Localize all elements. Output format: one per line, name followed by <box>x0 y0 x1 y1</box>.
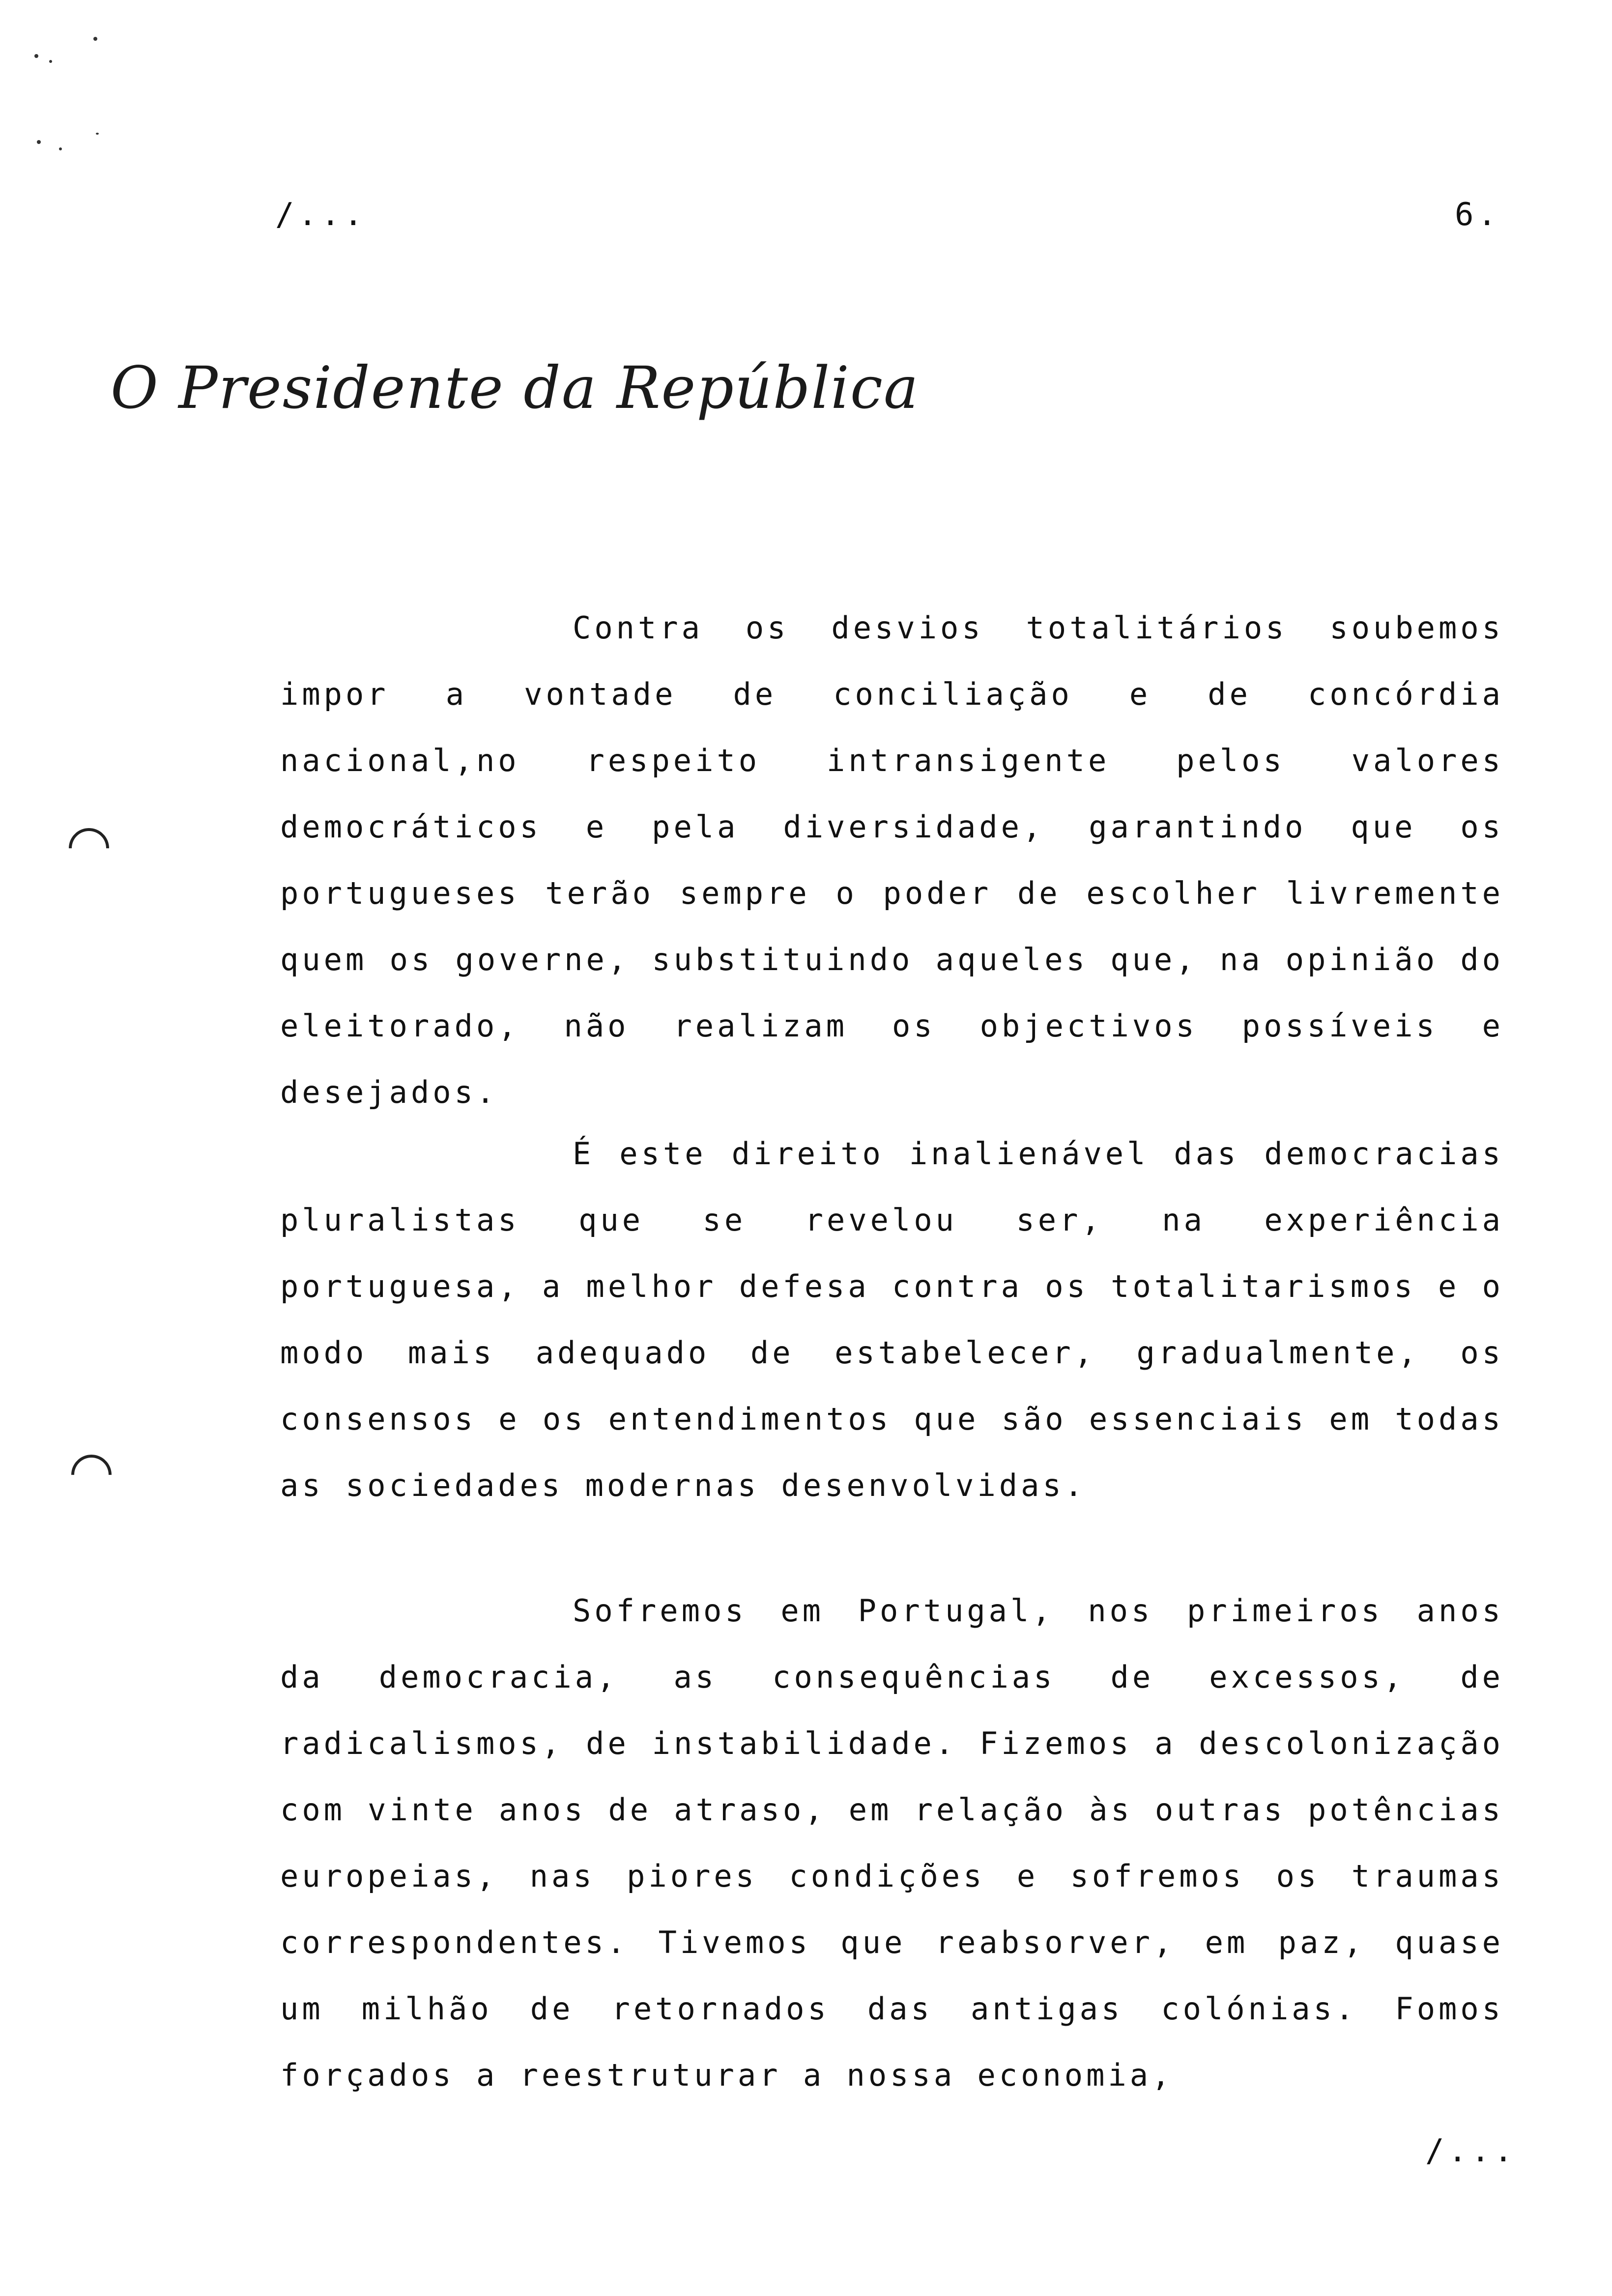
body-paragraph: É este direito inalienável das democracias pluralistas que se revelou ser, na experiência portuguesa, a melhor defesa contra os totalitarismos e o modo mais adequado de estabelecer, gradualmente, os consensos e os entendimentos que são essenciais em todas as sociedades modernas desenvolvidas. <box>280 1136 1504 1503</box>
continuation-marker-top: /... <box>275 197 367 233</box>
scan-speck <box>34 54 38 58</box>
punch-hole-mark <box>63 1446 120 1503</box>
continuation-marker-bottom: /... <box>1425 2133 1517 2169</box>
scan-speck <box>93 37 97 41</box>
body-paragraph: Contra os desvios totalitários soubemos impor a vontade de conciliação e de concórdia nacional,no respeito intransigente pelos valores democráticos e pela diversidade, garantindo que os portugueses terão sempre o poder de escolher livremente quem os governe, substituindo aqueles que, na opinião do eleitorado, não realizam os objectivos possíveis e desejados. <box>280 610 1504 1110</box>
scan-speck <box>37 140 41 144</box>
scan-speck <box>59 147 62 150</box>
punch-hole-mark <box>60 820 117 877</box>
scan-speck <box>96 133 99 135</box>
page-number: 6. <box>1455 197 1501 233</box>
scan-speck <box>49 60 52 63</box>
body-paragraph: Sofremos em Portugal, nos primeiros anos da democracia, as consequências de excessos, de radicalismos, de instabilidade. Fizemos a descolonização com vinte anos de atraso, em relação às outras potências europeias, nas piores condições e sofremos os traumas correspondentes. Tivemos que reabsorver, em paz, quase um milhão de retornados das antigas colónias. Fomos forçados a reestruturar a nossa economia, <box>280 1593 1504 2093</box>
letterhead-title: O Presidente da República <box>111 354 920 422</box>
